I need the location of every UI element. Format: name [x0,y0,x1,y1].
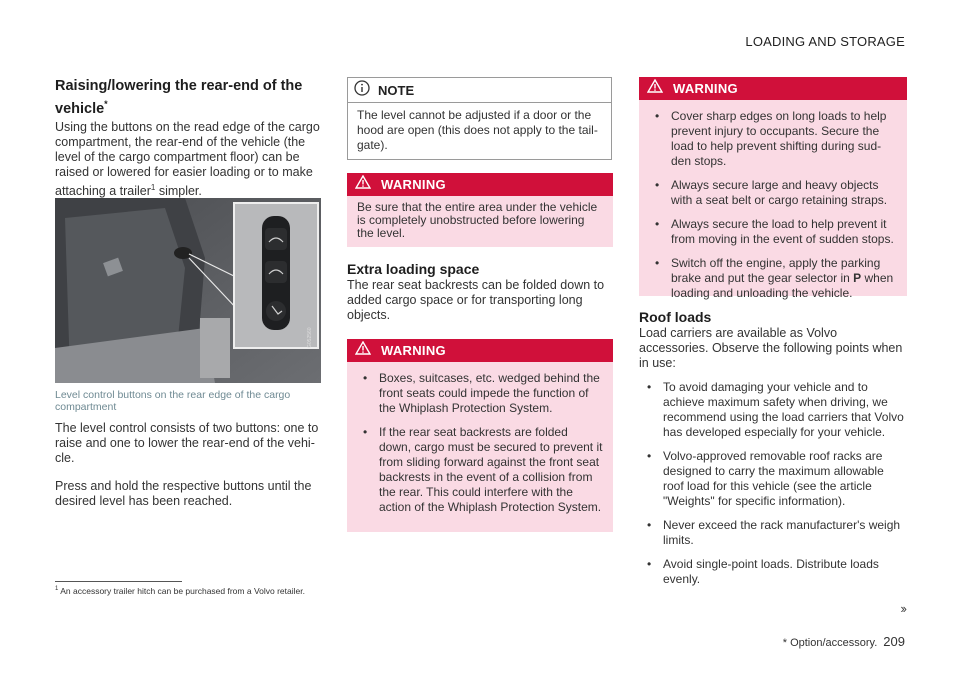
note-text: The level cannot be adjusted if a door or the hood are open (this does not apply to the tail-gate). [357,108,598,152]
list-item: • Always secure the load to help prevent it from moving in the event of sudden stops. [647,217,897,247]
list-item: • Avoid single-point loads. Distribute loads evenly. [639,557,907,587]
warning-box-loads [639,77,907,300]
warning-list [355,371,603,515]
warning-list [647,109,897,301]
roof-loads-intro: Load carriers are available as Volvo accessories. Observe the following points when in use: [639,326,903,370]
warning-triangle-icon [355,175,371,194]
warning-triangle-icon [647,79,663,98]
extra-loading-section [347,261,613,323]
left-body [55,421,323,509]
roof-loads-list [639,380,907,587]
footnote: $^1$ An accessory trailer hitch can be purchased from a Volvo retailer. [55,586,305,596]
roof-loads-section [639,309,907,596]
page-info [783,634,905,649]
list-item: • Always secure large and heavy objects with a seat belt or cargo retaining straps. [647,178,897,208]
info-circle-icon [354,80,370,101]
warning-text: Be sure that the entire area under the vehicle is completely unobstructed before lowering the level. [357,200,598,240]
intro-paragraph: Using the buttons on the read edge of the cargo compartment, the rear-end of the vehicle (the level of the cargo compartment floor) can be raised or lowered for easier loading or to make attaching a trailer$^1$ simpler. [55,119,320,198]
option-note: * Option/accessory. [782,637,878,649]
gear-p: P [853,271,862,285]
section-title: Raising/lowering the rear-end of the vehicle* [55,78,303,117]
extra-loading-title: Extra loading space [347,261,480,277]
list-item: • Boxes, suitcases, etc. wedged behind the front seats could impede the function of the Whiplash Protection System. [355,371,603,416]
roof-loads-title: Roof loads [639,309,712,325]
extra-loading-text: The rear seat backrests can be folded down to added cargo space or for transporting long objects. [347,278,605,322]
warning-box-whiplash [347,339,613,532]
page-number: 209 [883,634,905,649]
list-item: • Switch off the engine, apply the parking brake and put the gear selector in P when loading and unloading the vehicle. [647,256,897,301]
warning-box-lowering [347,173,613,247]
left-column [55,77,323,199]
list-item: • To avoid damaging your vehicle and to achieve maximum safety when driving, we recommend using the load carriers that Volvo has developed especially for your vehicle. [639,380,907,440]
warning-triangle-icon [355,341,371,360]
note-label: NOTE [378,82,415,98]
section-header: LOADING AND STORAGE [745,34,905,49]
level-control-paragraph: The level control consists of two buttons: one to raise and one to lower the rear-end of the vehi-cle. [55,421,319,465]
list-item: • Cover sharp edges on long loads to help prevent injury to occupants. Secure the load to help prevent shifting during sud-den stops. [647,109,897,169]
note-box [347,77,612,160]
list-item: • If the rear seat backrests are folded down, cargo must be secured to prevent it from sliding forward against the front seat backrests in the event of a collision from the rear. This could interfere with the action of the Whiplash Protection System. [355,425,603,515]
cargo-compartment-illustration [55,198,321,383]
photo-caption: Level control buttons on the rear edge of the cargo compartment [55,389,291,413]
footnote-ref[interactable]: 1 [150,182,156,192]
warning-label: WARNING [673,81,738,96]
list-item: • Never exceed the rack manufacturer's weigh limits. [639,518,907,548]
warning-label: WARNING [381,177,446,192]
warning-label: WARNING [381,343,446,358]
press-hold-paragraph: Press and hold the respective buttons until the desired level has been reached. [55,479,312,508]
next-page-chevrons[interactable]: ›› [900,601,905,616]
photo-code: G052560 [307,327,313,348]
level-control-photo [55,198,321,383]
footnote-divider [55,581,182,582]
list-item: • Volvo-approved removable roof racks are designed to carry the maximum allowable roof load for this vehicle (see the article "Weights" for specific information). [639,449,907,509]
